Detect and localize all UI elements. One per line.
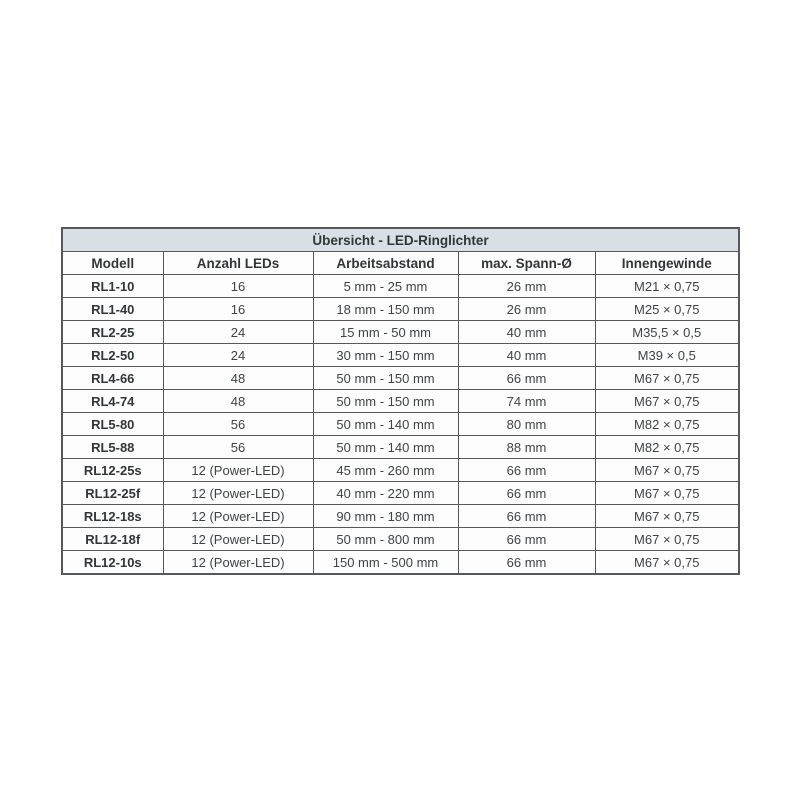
cell-thread: M82 × 0,75 (595, 413, 739, 436)
cell-diameter: 80 mm (458, 413, 595, 436)
cell-diameter: 66 mm (458, 459, 595, 482)
cell-distance: 18 mm - 150 mm (313, 298, 458, 321)
table-row (62, 528, 739, 551)
column-header-innengewinde: Innengewinde (595, 252, 739, 275)
cell-leds: 12 (Power-LED) (163, 551, 313, 575)
cell-thread: M25 × 0,75 (595, 298, 739, 321)
cell-thread: M39 × 0,5 (595, 344, 739, 367)
cell-leds: 12 (Power-LED) (163, 505, 313, 528)
cell-model: RL4-74 (62, 390, 163, 413)
table-row (62, 390, 739, 413)
column-header-arbeitsabstand: Arbeitsabstand (313, 252, 458, 275)
table-row (62, 321, 739, 344)
table-row (62, 436, 739, 459)
cell-leds: 56 (163, 413, 313, 436)
cell-diameter: 66 mm (458, 551, 595, 575)
table-body (62, 275, 739, 575)
table-title-row (62, 228, 739, 252)
cell-leds: 12 (Power-LED) (163, 459, 313, 482)
cell-distance: 50 mm - 150 mm (313, 390, 458, 413)
table-header-row (62, 252, 739, 275)
cell-distance: 40 mm - 220 mm (313, 482, 458, 505)
cell-leds: 12 (Power-LED) (163, 528, 313, 551)
table-row (62, 367, 739, 390)
cell-diameter: 88 mm (458, 436, 595, 459)
cell-distance: 50 mm - 800 mm (313, 528, 458, 551)
cell-leds: 24 (163, 321, 313, 344)
cell-distance: 150 mm - 500 mm (313, 551, 458, 575)
cell-leds: 12 (Power-LED) (163, 482, 313, 505)
cell-model: RL1-10 (62, 275, 163, 298)
table-row (62, 275, 739, 298)
table-row (62, 413, 739, 436)
cell-diameter: 26 mm (458, 298, 595, 321)
cell-diameter: 66 mm (458, 505, 595, 528)
cell-distance: 15 mm - 50 mm (313, 321, 458, 344)
cell-distance: 45 mm - 260 mm (313, 459, 458, 482)
cell-diameter: 66 mm (458, 367, 595, 390)
cell-model: RL12-18s (62, 505, 163, 528)
cell-thread: M21 × 0,75 (595, 275, 739, 298)
cell-model: RL12-25s (62, 459, 163, 482)
column-header-max-spann: max. Spann-Ø (458, 252, 595, 275)
table-row (62, 482, 739, 505)
cell-diameter: 40 mm (458, 321, 595, 344)
led-ringlight-overview-table (61, 227, 740, 575)
cell-diameter: 26 mm (458, 275, 595, 298)
cell-leds: 16 (163, 298, 313, 321)
cell-leds: 16 (163, 275, 313, 298)
cell-thread: M67 × 0,75 (595, 459, 739, 482)
table-row (62, 551, 739, 575)
cell-thread: M67 × 0,75 (595, 367, 739, 390)
cell-thread: M82 × 0,75 (595, 436, 739, 459)
cell-leds: 56 (163, 436, 313, 459)
cell-thread: M67 × 0,75 (595, 551, 739, 575)
cell-model: RL2-25 (62, 321, 163, 344)
cell-diameter: 66 mm (458, 528, 595, 551)
cell-model: RL12-10s (62, 551, 163, 575)
cell-diameter: 74 mm (458, 390, 595, 413)
cell-model: RL2-50 (62, 344, 163, 367)
table-title: Übersicht - LED-Ringlichter (62, 228, 739, 252)
cell-thread: M67 × 0,75 (595, 390, 739, 413)
cell-distance: 30 mm - 150 mm (313, 344, 458, 367)
cell-model: RL1-40 (62, 298, 163, 321)
cell-leds: 24 (163, 344, 313, 367)
cell-thread: M67 × 0,75 (595, 482, 739, 505)
cell-leds: 48 (163, 390, 313, 413)
table-row (62, 344, 739, 367)
cell-model: RL5-88 (62, 436, 163, 459)
table-row (62, 298, 739, 321)
cell-distance: 50 mm - 150 mm (313, 367, 458, 390)
cell-model: RL4-66 (62, 367, 163, 390)
cell-thread: M67 × 0,75 (595, 528, 739, 551)
cell-distance: 50 mm - 140 mm (313, 436, 458, 459)
column-header-modell: Modell (62, 252, 163, 275)
cell-diameter: 40 mm (458, 344, 595, 367)
cell-distance: 50 mm - 140 mm (313, 413, 458, 436)
cell-diameter: 66 mm (458, 482, 595, 505)
cell-model: RL12-18f (62, 528, 163, 551)
table-row (62, 505, 739, 528)
cell-model: RL12-25f (62, 482, 163, 505)
column-header-anzahl-leds: Anzahl LEDs (163, 252, 313, 275)
cell-thread: M67 × 0,75 (595, 505, 739, 528)
cell-model: RL5-80 (62, 413, 163, 436)
cell-thread: M35,5 × 0,5 (595, 321, 739, 344)
cell-distance: 5 mm - 25 mm (313, 275, 458, 298)
table-row (62, 459, 739, 482)
cell-leds: 48 (163, 367, 313, 390)
cell-distance: 90 mm - 180 mm (313, 505, 458, 528)
